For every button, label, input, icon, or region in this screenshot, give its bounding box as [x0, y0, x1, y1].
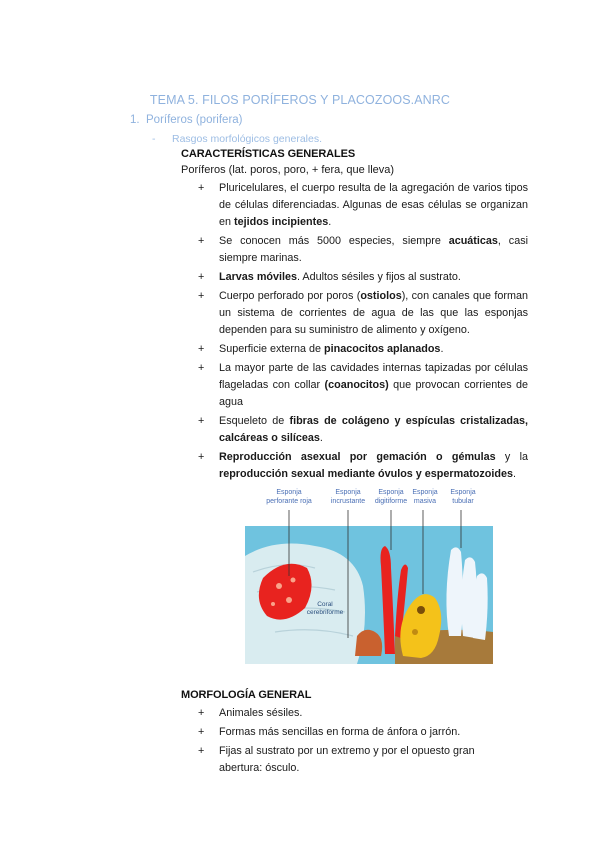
- list-item: [198, 743, 528, 777]
- item-bold: Reproducción asexual por gemación o gémulas: [219, 451, 496, 463]
- list-item: [198, 269, 528, 286]
- bullet-plus: +: [198, 182, 205, 194]
- bullet-plus: +: [198, 451, 205, 463]
- item-bold: reproducción sexual mediante óvulos y espermatozoides: [219, 468, 514, 480]
- bullet-plus: +: [198, 343, 205, 355]
- list-item: [198, 449, 528, 483]
- item-bold: acuáticas: [448, 235, 498, 247]
- item-bold: tejidos incipientes: [234, 216, 329, 228]
- item-text: Esqueleto de: [219, 415, 290, 427]
- bullet-plus: +: [198, 415, 205, 427]
- bullet-plus: +: [198, 271, 205, 283]
- list-item: [198, 360, 528, 411]
- sponge-types-illustration: [245, 486, 493, 664]
- heading-porifera: [130, 114, 243, 126]
- list-item: [198, 413, 528, 447]
- item-text: .: [319, 432, 323, 444]
- label-tubular-sponge-1: Esponja: [450, 489, 476, 496]
- item-text: . Adultos sésiles y fijos al sustrato.: [297, 271, 461, 283]
- list-item: [198, 180, 528, 231]
- item-text: ), con canales que forman un sistema de corrientes de agua de las que las esponjas dependen para su suministro de alimento y oxígeno.: [219, 290, 528, 336]
- label-coral-2: cerebriforme: [306, 609, 344, 616]
- item-text: Se conocen más 5000 especies, siempre: [219, 235, 449, 247]
- label-encrusting-sponge-1: Esponja: [335, 489, 361, 496]
- bullet-plus: +: [198, 235, 205, 247]
- subheading-text: Rasgos morfológicos generales.: [172, 133, 322, 145]
- label-tubular-sponge-2: tubular: [452, 498, 474, 505]
- list-item: [198, 233, 528, 267]
- item-text: Formas más sencillas en forma de ánfora o jarrón.: [219, 726, 461, 738]
- heading-text: Poríferos (porifera): [146, 114, 243, 126]
- item-bold: fibras de colágeno y espículas cristalizadas, calcáreas o silíceas: [219, 415, 528, 444]
- item-text: Fijas al sustrato por un extremo y por el opuesto gran abertura: ósculo.: [219, 745, 475, 774]
- section-intro: Poríferos (lat. poros, poro, + fera, que lleva): [181, 164, 395, 176]
- item-text: Animales sésiles.: [219, 707, 303, 719]
- item-text: Cuerpo perforado por poros (: [219, 290, 361, 302]
- bullet-plus: +: [198, 745, 205, 757]
- label-digitiform-sponge-1: Esponja: [378, 489, 404, 496]
- section-caracteristicas-title: CARACTERÍSTICAS GENERALES: [181, 148, 356, 160]
- bullet-plus: +: [198, 707, 205, 719]
- list-item: [198, 705, 528, 722]
- morphology-list: [198, 705, 528, 779]
- subheading-rasgos: [152, 133, 322, 145]
- item-text: .: [328, 216, 332, 228]
- list-item: [198, 724, 528, 741]
- page-title: TEMA 5. FILOS PORÍFEROS Y PLACOZOOS.ANRC: [149, 93, 451, 107]
- label-coral-1: Coral: [317, 601, 333, 608]
- item-text: La mayor parte de las cavidades internas tapizadas por células flageladas con collar: [219, 362, 528, 391]
- bullet-plus: +: [198, 362, 205, 374]
- label-massive-sponge-2: masiva: [413, 498, 437, 505]
- item-text: que provocan corrientes de agua: [219, 379, 529, 408]
- label-red-boring-sponge-2: perforante roja: [266, 498, 312, 505]
- item-text: .: [513, 468, 517, 480]
- bullet-plus: +: [198, 290, 205, 302]
- item-text: Pluricelulares, el cuerpo resulta de la agregación de varios tipos de células diferenciadas. Algunas de esas células se organizan en: [219, 182, 528, 228]
- item-bold: Larvas móviles: [219, 271, 298, 283]
- item-text: , casi siempre marinas.: [219, 235, 528, 264]
- item-text: y la: [495, 451, 528, 463]
- label-digitiform-sponge-2: digitiforme: [374, 498, 408, 505]
- label-massive-sponge-1: Esponja: [412, 489, 438, 496]
- heading-number: 1.: [130, 114, 140, 126]
- item-text: .: [440, 343, 444, 355]
- subheading-dash: -: [152, 133, 156, 145]
- label-encrusting-sponge-2: incrustante: [330, 498, 366, 505]
- bullet-plus: +: [198, 726, 205, 738]
- section-morfologia-title: MORFOLOGÍA GENERAL: [181, 689, 312, 701]
- list-item: [198, 288, 528, 339]
- item-bold: ostiolos: [360, 290, 402, 302]
- list-item: [198, 341, 528, 358]
- item-text: Superficie externa de: [219, 343, 325, 355]
- item-bold: (coanocitos): [324, 379, 389, 391]
- item-bold: pinacocitos aplanados: [324, 343, 441, 355]
- characteristics-list: [198, 180, 528, 485]
- label-red-boring-sponge-1: Esponja: [276, 489, 302, 496]
